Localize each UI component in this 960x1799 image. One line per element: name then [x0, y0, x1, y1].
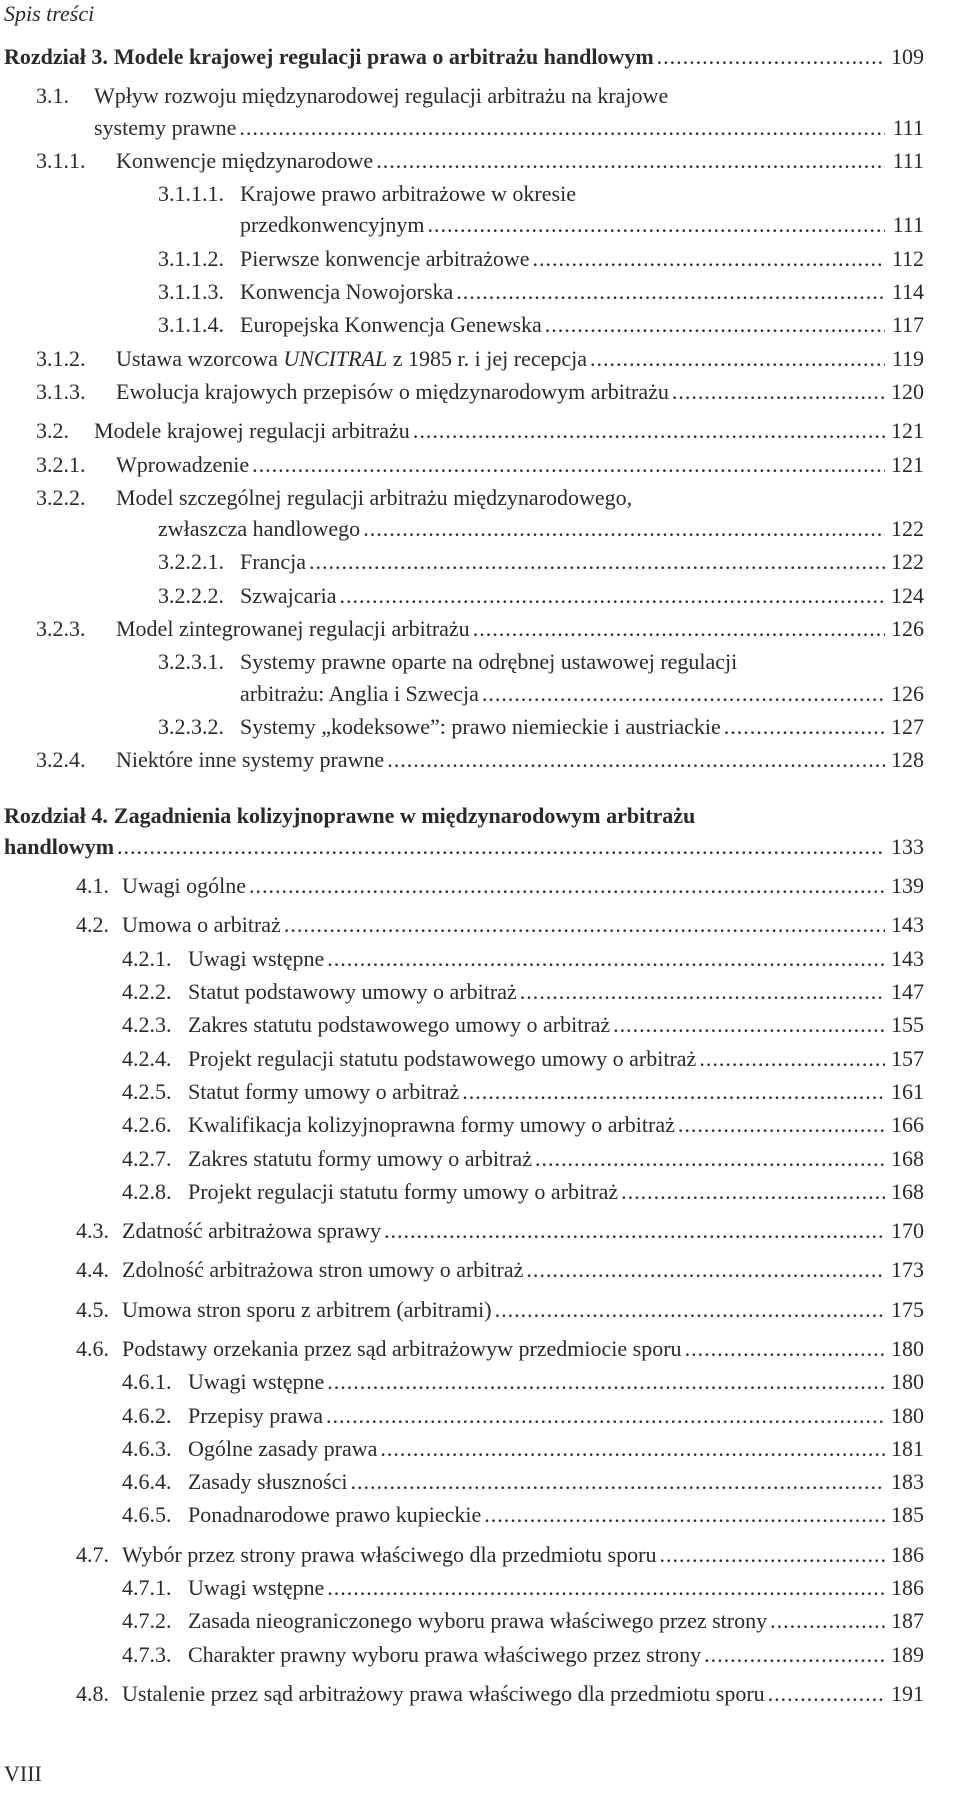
entry-number: 3.2.3. — [36, 616, 86, 642]
entry-number: 4.2.1. — [122, 945, 172, 971]
entry-page: 180 — [891, 1402, 924, 1428]
entry-page: 122 — [891, 549, 924, 575]
entry-page: 147 — [891, 979, 924, 1005]
toc-entry[interactable] — [4, 579, 924, 612]
entry-title: Wprowadzenie — [116, 451, 250, 477]
toc-entry[interactable] — [4, 1432, 924, 1465]
entry-title: Ponadnarodowe prawo kupieckie — [188, 1502, 482, 1528]
entry-number: 3.1.1.1. — [158, 181, 224, 207]
toc-entry-continuation[interactable] — [4, 677, 924, 710]
entry-number: 3.1. — [36, 83, 69, 109]
toc-entry[interactable] — [4, 275, 924, 308]
entry-page: 186 — [891, 1541, 924, 1567]
entry-title: arbitrażu: Anglia i Szwecja — [240, 680, 479, 706]
entry-page: 168 — [891, 1145, 924, 1171]
entry-title: Konwencja Nowojorska — [240, 279, 454, 305]
entry-title: Systemy prawne oparte na odrębnej ustawowej regulacji — [240, 649, 738, 675]
entry-number: 4.3. — [76, 1218, 109, 1244]
entry-number: 3.2.4. — [36, 747, 86, 773]
entry-number: 4.2.5. — [122, 1078, 172, 1104]
entry-page: 120 — [891, 378, 924, 404]
entry-number: 4.7. — [76, 1541, 109, 1567]
entry-title: Model szczególnej regulacji arbitrażu międzynarodowego, — [116, 484, 633, 510]
toc-entry[interactable] — [4, 1293, 924, 1326]
toc-entry[interactable] — [4, 612, 924, 645]
entry-page: 143 — [891, 912, 924, 938]
toc-entry[interactable] — [4, 710, 924, 743]
entry-title: Modele krajowej regulacji prawa o arbitrażu handlowym — [113, 44, 654, 69]
entry-number: 3.1.3. — [36, 378, 86, 404]
toc-entry[interactable] — [4, 1042, 924, 1075]
entry-title: Przepisy prawa — [188, 1402, 324, 1428]
entry-title: Pierwsze konwencje arbitrażowe — [240, 245, 530, 271]
toc-entry[interactable] — [4, 545, 924, 578]
toc-entry[interactable] — [4, 308, 924, 341]
toc-entry-chapter[interactable] — [4, 40, 924, 73]
entry-title: Uwagi wstępne — [188, 1369, 325, 1395]
toc-entry[interactable] — [4, 869, 924, 902]
entry-page: 186 — [891, 1575, 924, 1601]
entry-page: 181 — [891, 1435, 924, 1461]
entry-title: systemy prawne — [94, 114, 237, 140]
entry-number: 4.6. — [76, 1335, 109, 1361]
toc-entry-continuation[interactable] — [4, 512, 924, 545]
entry-number: 4.2.8. — [122, 1178, 172, 1204]
entry-title: Zakres statutu formy umowy o arbitraż — [188, 1145, 532, 1171]
entry-number: 3.2.2.2. — [158, 582, 224, 608]
toc-entry[interactable] — [4, 414, 924, 447]
toc-entry-continuation[interactable] — [4, 830, 924, 863]
toc-entry[interactable] — [4, 242, 924, 275]
entry-title: Wpływ rozwoju międzynarodowej regulacji arbitrażu na krajowe — [94, 83, 669, 109]
entry-page: 170 — [891, 1218, 924, 1244]
entry-title: Ustawa wzorcowa UNCITRAL z 1985 r. i jej recepcja — [116, 345, 588, 371]
toc-entry[interactable] — [4, 1604, 924, 1637]
entry-number: 4.2.3. — [122, 1012, 172, 1038]
toc-entry[interactable] — [4, 1399, 924, 1432]
entry-title: Zasada nieograniczonego wyboru prawa właściwego przez strony — [188, 1608, 768, 1634]
toc-entry[interactable] — [4, 1142, 924, 1175]
entry-number: 4.7.2. — [122, 1608, 172, 1634]
entry-title: Umowa o arbitraż — [122, 912, 281, 938]
entry-number: 3.2.2.1. — [158, 549, 224, 575]
toc-entry[interactable] — [4, 1075, 924, 1108]
entry-number: 3.1.1.2. — [158, 245, 224, 271]
toc-entry[interactable] — [4, 1538, 924, 1571]
toc-entry[interactable] — [4, 942, 924, 975]
entry-number: 4.8. — [76, 1680, 109, 1706]
entry-title: handlowym — [4, 833, 115, 859]
toc-entry[interactable] — [4, 1465, 924, 1498]
entry-number: Rozdział 4. — [4, 802, 108, 828]
entry-title: Modele krajowej regulacji arbitrażu — [94, 418, 410, 444]
entry-title: Wybór przez strony prawa właściwego dla przedmiotu sporu — [122, 1541, 657, 1567]
entry-number: 3.2. — [36, 418, 69, 444]
toc-entry[interactable] — [4, 1332, 924, 1365]
entry-title: Niektóre inne systemy prawne — [116, 747, 385, 773]
toc-entry[interactable] — [4, 1108, 924, 1141]
entry-page: 111 — [892, 212, 924, 238]
entry-page: 191 — [891, 1680, 924, 1706]
toc-entry[interactable] — [4, 1677, 924, 1710]
entry-page: 133 — [891, 833, 924, 859]
page-folio: VIII — [4, 1761, 42, 1786]
entry-title: przedkonwencyjnym — [240, 212, 425, 238]
toc-entry[interactable] — [4, 908, 924, 941]
entry-page: 139 — [891, 873, 924, 899]
toc-entry[interactable] — [4, 1498, 924, 1531]
entry-title: Krajowe prawo arbitrażowe w okresie — [240, 181, 576, 207]
entry-page: 117 — [891, 312, 924, 338]
toc-entry[interactable] — [4, 144, 924, 177]
toc-entry[interactable] — [4, 1008, 924, 1041]
entry-title: Charakter prawny wyboru prawa właściwego przez strony — [188, 1641, 702, 1667]
toc-entry[interactable] — [4, 975, 924, 1008]
entry-page: 183 — [891, 1469, 924, 1495]
entry-title: Ewolucja krajowych przepisów o międzynarodowym arbitrażu — [116, 378, 669, 404]
entry-page: 126 — [891, 680, 924, 706]
toc-entry[interactable] — [4, 1365, 924, 1398]
entry-page: 166 — [891, 1112, 924, 1138]
entry-page: 127 — [891, 713, 924, 739]
entry-number: 4.4. — [76, 1257, 109, 1283]
entry-page: 128 — [891, 747, 924, 773]
entry-title: Konwencje międzynarodowe — [116, 147, 374, 173]
entry-title: Ustalenie przez sąd arbitrażowy prawa właściwego dla przedmiotu sporu — [122, 1680, 765, 1706]
entry-page: 185 — [891, 1502, 924, 1528]
entry-number: 4.2.2. — [122, 979, 172, 1005]
entry-title: Zakres statutu podstawowego umowy o arbitraż — [188, 1012, 611, 1038]
entry-number: 4.6.4. — [122, 1469, 172, 1495]
entry-page: 168 — [891, 1178, 924, 1204]
entry-number: 3.1.1.3. — [158, 279, 224, 305]
toc-entry[interactable] — [4, 1638, 924, 1671]
entry-number: 3.2.2. — [36, 484, 86, 510]
entry-number: 4.7.3. — [122, 1641, 172, 1667]
entry-title: Ogólne zasady prawa — [188, 1435, 378, 1461]
entry-number: 4.6.2. — [122, 1402, 172, 1428]
entry-title: Europejska Konwencja Genewska — [240, 312, 542, 338]
entry-title: Systemy „kodeksowe”: prawo niemieckie i austriackie — [240, 713, 721, 739]
entry-page: 161 — [891, 1078, 924, 1104]
toc-entry-continuation[interactable] — [4, 208, 924, 241]
entry-page: 155 — [891, 1012, 924, 1038]
entry-title: Zasady słuszności — [188, 1469, 348, 1495]
entry-number: 3.2.1. — [36, 451, 86, 477]
toc-entry[interactable] — [4, 342, 924, 375]
entry-page: 122 — [891, 516, 924, 542]
entry-page: 109 — [891, 44, 924, 69]
entry-number: 4.6.5. — [122, 1502, 172, 1528]
entry-page: 121 — [891, 451, 924, 477]
entry-page: 175 — [891, 1296, 924, 1322]
toc-entry[interactable] — [4, 375, 924, 408]
table-of-contents — [4, 40, 924, 1710]
entry-number: 3.2.3.2. — [158, 713, 224, 739]
entry-page: 157 — [891, 1045, 924, 1071]
entry-title: Zdolność arbitrażowa stron umowy o arbitraż — [122, 1257, 524, 1283]
toc-entry[interactable] — [4, 481, 924, 514]
toc-entry[interactable] — [4, 1571, 924, 1604]
entry-title: Umowa stron sporu z arbitrem (arbitrami) — [122, 1296, 492, 1322]
entry-number: 4.6.3. — [122, 1435, 172, 1461]
toc-entry[interactable] — [4, 1175, 924, 1208]
entry-title: Uwagi ogólne — [122, 873, 247, 899]
entry-title: Francja — [240, 549, 306, 575]
entry-page: 114 — [891, 279, 924, 305]
entry-number: 4.5. — [76, 1296, 109, 1322]
entry-page: 112 — [891, 245, 924, 271]
toc-entry-chapter[interactable] — [4, 799, 924, 832]
entry-page: 143 — [891, 945, 924, 971]
entry-page: 173 — [891, 1257, 924, 1283]
entry-number: 4.2. — [76, 912, 109, 938]
entry-number: 3.1.2. — [36, 345, 86, 371]
entry-number: 4.7.1. — [122, 1575, 172, 1601]
entry-page: 111 — [892, 114, 924, 140]
entry-title: Kwalifikacja kolizyjnoprawna formy umowy o arbitraż — [188, 1112, 675, 1138]
entry-page: 180 — [891, 1335, 924, 1361]
entry-title: Zagadnienia kolizyjnoprawne w międzynarodowym arbitrażu — [113, 802, 696, 828]
entry-title: zwłaszcza handlowego — [158, 516, 361, 542]
entry-title: Zdatność arbitrażowa sprawy — [122, 1218, 382, 1244]
toc-entry[interactable] — [4, 448, 924, 481]
toc-entry[interactable] — [4, 79, 924, 112]
entry-title: Statut podstawowy umowy o arbitraż — [188, 979, 517, 1005]
entry-page: 124 — [891, 582, 924, 608]
entry-number: 3.1.1.4. — [158, 312, 224, 338]
entry-title: Uwagi wstępne — [188, 945, 325, 971]
entry-title: Podstawy orzekania przez sąd arbitrażowyw przedmiocie sporu — [122, 1335, 682, 1361]
entry-number: 4.2.6. — [122, 1112, 172, 1138]
toc-entry-continuation[interactable] — [4, 111, 924, 144]
entry-number: 4.2.7. — [122, 1145, 172, 1171]
toc-entry[interactable] — [4, 645, 924, 678]
running-head: Spis treści — [4, 1, 95, 26]
toc-entry[interactable] — [4, 1214, 924, 1247]
entry-title: Model zintegrowanej regulacji arbitrażu — [116, 616, 470, 642]
entry-title: Statut formy umowy o arbitraż — [188, 1078, 460, 1104]
entry-number: Rozdział 3. — [4, 44, 108, 69]
entry-page: 180 — [891, 1369, 924, 1395]
entry-number: 3.2.3.1. — [158, 649, 224, 675]
entry-page: 111 — [892, 147, 924, 173]
toc-entry[interactable] — [4, 177, 924, 210]
entry-title: Szwajcaria — [240, 582, 337, 608]
entry-number: 4.1. — [76, 873, 109, 899]
entry-page: 119 — [891, 345, 924, 371]
entry-page: 121 — [891, 418, 924, 444]
entry-page: 126 — [891, 616, 924, 642]
toc-entry[interactable] — [4, 1253, 924, 1286]
entry-page: 189 — [891, 1641, 924, 1667]
entry-number: 4.6.1. — [122, 1369, 172, 1395]
entry-number: 4.2.4. — [122, 1045, 172, 1071]
entry-title: Projekt regulacji statutu podstawowego umowy o arbitraż — [188, 1045, 697, 1071]
entry-title: Uwagi wstępne — [188, 1575, 325, 1601]
toc-entry[interactable] — [4, 743, 924, 776]
entry-number: 3.1.1. — [36, 147, 86, 173]
entry-title: Projekt regulacji statutu formy umowy o arbitraż — [188, 1178, 619, 1204]
entry-page: 187 — [891, 1608, 924, 1634]
